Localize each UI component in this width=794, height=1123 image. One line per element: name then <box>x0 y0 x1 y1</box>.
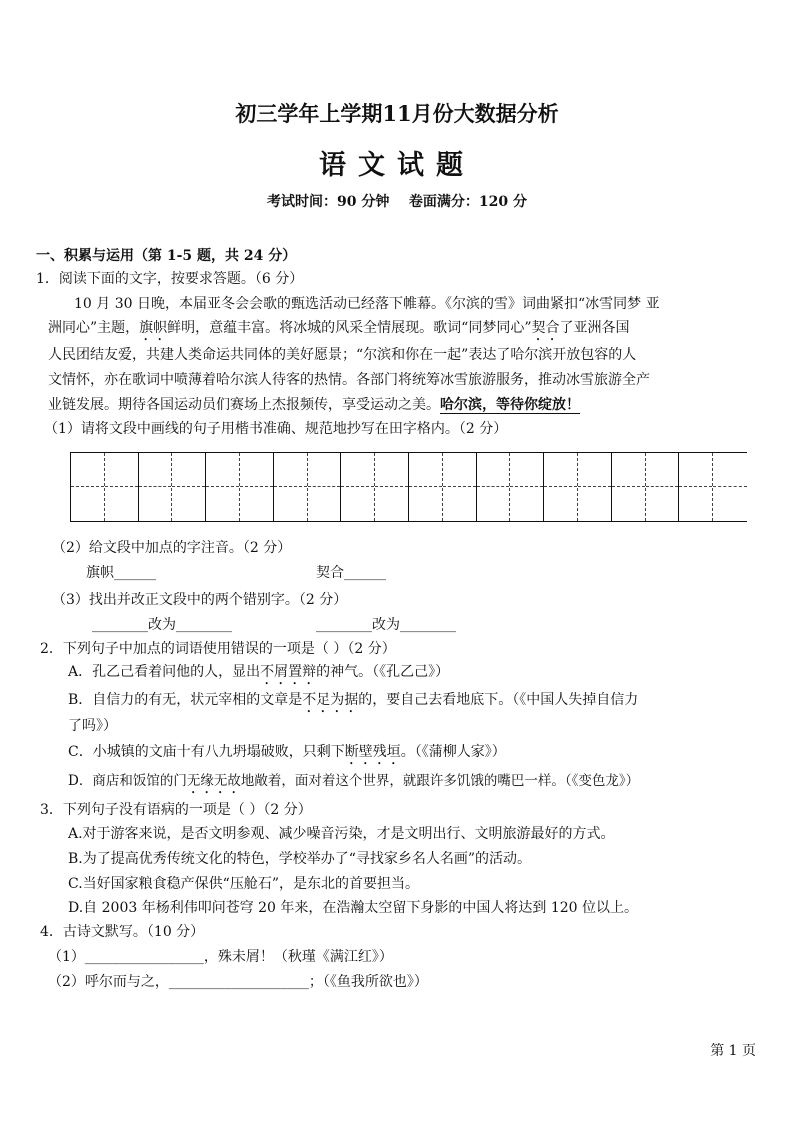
option-text: B．自信力的有无，状元宰相的文章是 <box>68 692 303 708</box>
correction-blank-2[interactable]: ________改为________ <box>316 617 456 633</box>
dotted-word-qizhi: 旗帜 <box>139 320 168 336</box>
q1-stem: 1．阅读下面的文字，按要求答题。（6 分） <box>36 271 304 287</box>
q3-option-a[interactable]: A.对于游客来说，是否文明参观、减少噪音污染，才是文明出行、文明旅游最好的方式。 <box>68 826 615 842</box>
page-number: 第 1 页 <box>710 1043 756 1059</box>
passage-line-3: 人民团结友爱，共建人类命运共同体的美好愿景；“尔滨和你在一起”表达了哈尔滨开放包容的人 <box>48 347 637 363</box>
option-text: C．小城镇的文庙十有八九坍塌破败，只剩下 <box>68 744 345 760</box>
tianzige-grid[interactable] <box>70 452 747 522</box>
q2-option-d[interactable] <box>68 771 639 797</box>
grid-cell[interactable] <box>240 453 274 521</box>
grid-cell[interactable] <box>679 453 713 521</box>
option-text: 的神气。（《孔乙己》） <box>316 664 450 680</box>
grid-cell[interactable] <box>612 453 646 521</box>
q2-stem: 2．下列句子中加点的词语使用错误的一项是（ ）（2 分） <box>40 641 396 657</box>
exam-title: 初三学年上学期11月份大数据分析 <box>235 101 559 126</box>
grid-cell[interactable] <box>71 453 105 521</box>
q4-item-1[interactable]: （1）_________________，殊未屑！（秋瑾《满江红》） <box>48 949 393 965</box>
dotted-phrase: 不足为据 <box>302 692 359 708</box>
grid-cell[interactable] <box>308 453 342 521</box>
option-text: 的，要自己去看地底下。（《中国人失掉自信力 <box>358 692 639 708</box>
option-text: A．孔乙己看着问他的人，显出 <box>68 664 261 680</box>
q2-option-b[interactable] <box>68 690 638 716</box>
q4-item-2[interactable]: （2）呼尔而与之，____________________；（《鱼我所欲也》） <box>48 974 428 990</box>
grid-cell[interactable] <box>341 453 375 521</box>
option-text: 地敞着，面对着这个世界，就跟许多饥饿的嘴巴一样。（《变色龙》） <box>240 773 640 789</box>
correction-blank-1[interactable]: ________改为________ <box>92 617 232 633</box>
dotted-word-qihe: 契合 <box>531 320 560 336</box>
option-text: 。（《蒲柳人家》） <box>400 744 506 760</box>
grid-cell[interactable] <box>510 453 544 521</box>
grid-cell[interactable] <box>409 453 443 521</box>
section-heading: 一、积累与运用（第 1-5 题，共 24 分） <box>36 248 297 264</box>
passage-text: 了亚洲各国 <box>559 320 630 336</box>
grid-cell[interactable] <box>375 453 409 521</box>
q1-sub1: （1）请将文段中画线的句子用楷书准确、规范地抄写在田字格内。（2 分） <box>44 421 508 437</box>
grid-cell[interactable] <box>443 453 477 521</box>
passage-line-4: 文情怀，亦在歌词中喷薄着哈尔滨人待客的热情。各部门将统筹冰雪旅游服务，推动冰雪旅游全产 <box>48 372 650 388</box>
q2-option-c[interactable] <box>68 742 506 768</box>
grid-cell[interactable] <box>544 453 578 521</box>
exam-info: 考试时间：90 分钟 卷面满分：120 分 <box>267 194 527 210</box>
grid-cell[interactable] <box>274 453 308 521</box>
grid-cell[interactable] <box>172 453 206 521</box>
grid-cell[interactable] <box>713 453 747 521</box>
dotted-phrase: 断壁残垣 <box>344 744 401 760</box>
grid-cell[interactable] <box>578 453 612 521</box>
q1-sub3: （3）找出并改正文段中的两个错别字。（2 分） <box>52 592 348 608</box>
passage-text: 业链发展。期待各国运动员们赛场上杰报频传，享受运动之美。 <box>48 397 440 413</box>
underlined-sentence: 哈尔滨，等待你绽放！ <box>440 397 580 413</box>
subject-title: 语文试题 <box>319 150 475 181</box>
passage-line-5 <box>48 395 580 415</box>
grid-cell[interactable] <box>477 453 511 521</box>
grid-cell[interactable] <box>139 453 173 521</box>
passage-line-2 <box>48 318 630 344</box>
pinyin-blank-2[interactable]: 契合______ <box>316 565 386 581</box>
q2-option-a[interactable] <box>68 662 449 688</box>
pinyin-blank-1[interactable]: 旗帜______ <box>86 565 156 581</box>
q3-option-b[interactable]: B.为了提高优秀传统文化的特色，学校举办了“寻找家乡名人名画”的活动。 <box>68 851 532 867</box>
q4-stem: 4．古诗文默写。（10 分） <box>40 924 205 940</box>
dotted-phrase: 不屑置辩 <box>260 664 317 680</box>
q3-option-c[interactable]: C.当好国家粮食稳产保供“压舱石”，是东北的首要担当。 <box>68 876 419 892</box>
q3-stem: 3．下列句子没有语病的一项是（ ）（2 分） <box>40 802 312 818</box>
option-text: D．商店和饭馆的门 <box>68 773 187 789</box>
passage-text: 洲同心”主题， <box>48 320 140 336</box>
passage-text: 鲜明，意蕴丰富。将冰城的风采全情展现。歌词“同梦同心” <box>167 320 532 336</box>
q2-option-b-cont: 了吗》） <box>68 718 117 734</box>
q3-option-d[interactable]: D.自 2003 年杨利伟叩问苍穹 20 年来，在浩瀚太空留下身影的中国人将达到 120 位以上。 <box>68 900 639 916</box>
grid-cell[interactable] <box>646 453 680 521</box>
grid-cell[interactable] <box>105 453 139 521</box>
q1-sub2: （2）给文段中加点的字注音。（2 分） <box>52 540 292 556</box>
dotted-phrase: 无缘无故 <box>186 773 241 789</box>
grid-cell[interactable] <box>206 453 240 521</box>
passage-line-1: 10 月 30 日晚，本届亚冬会会歌的甄选活动已经落下帷幕。《尔滨的雪》词曲紧扣“冰雪同梦 亚 <box>74 296 660 312</box>
